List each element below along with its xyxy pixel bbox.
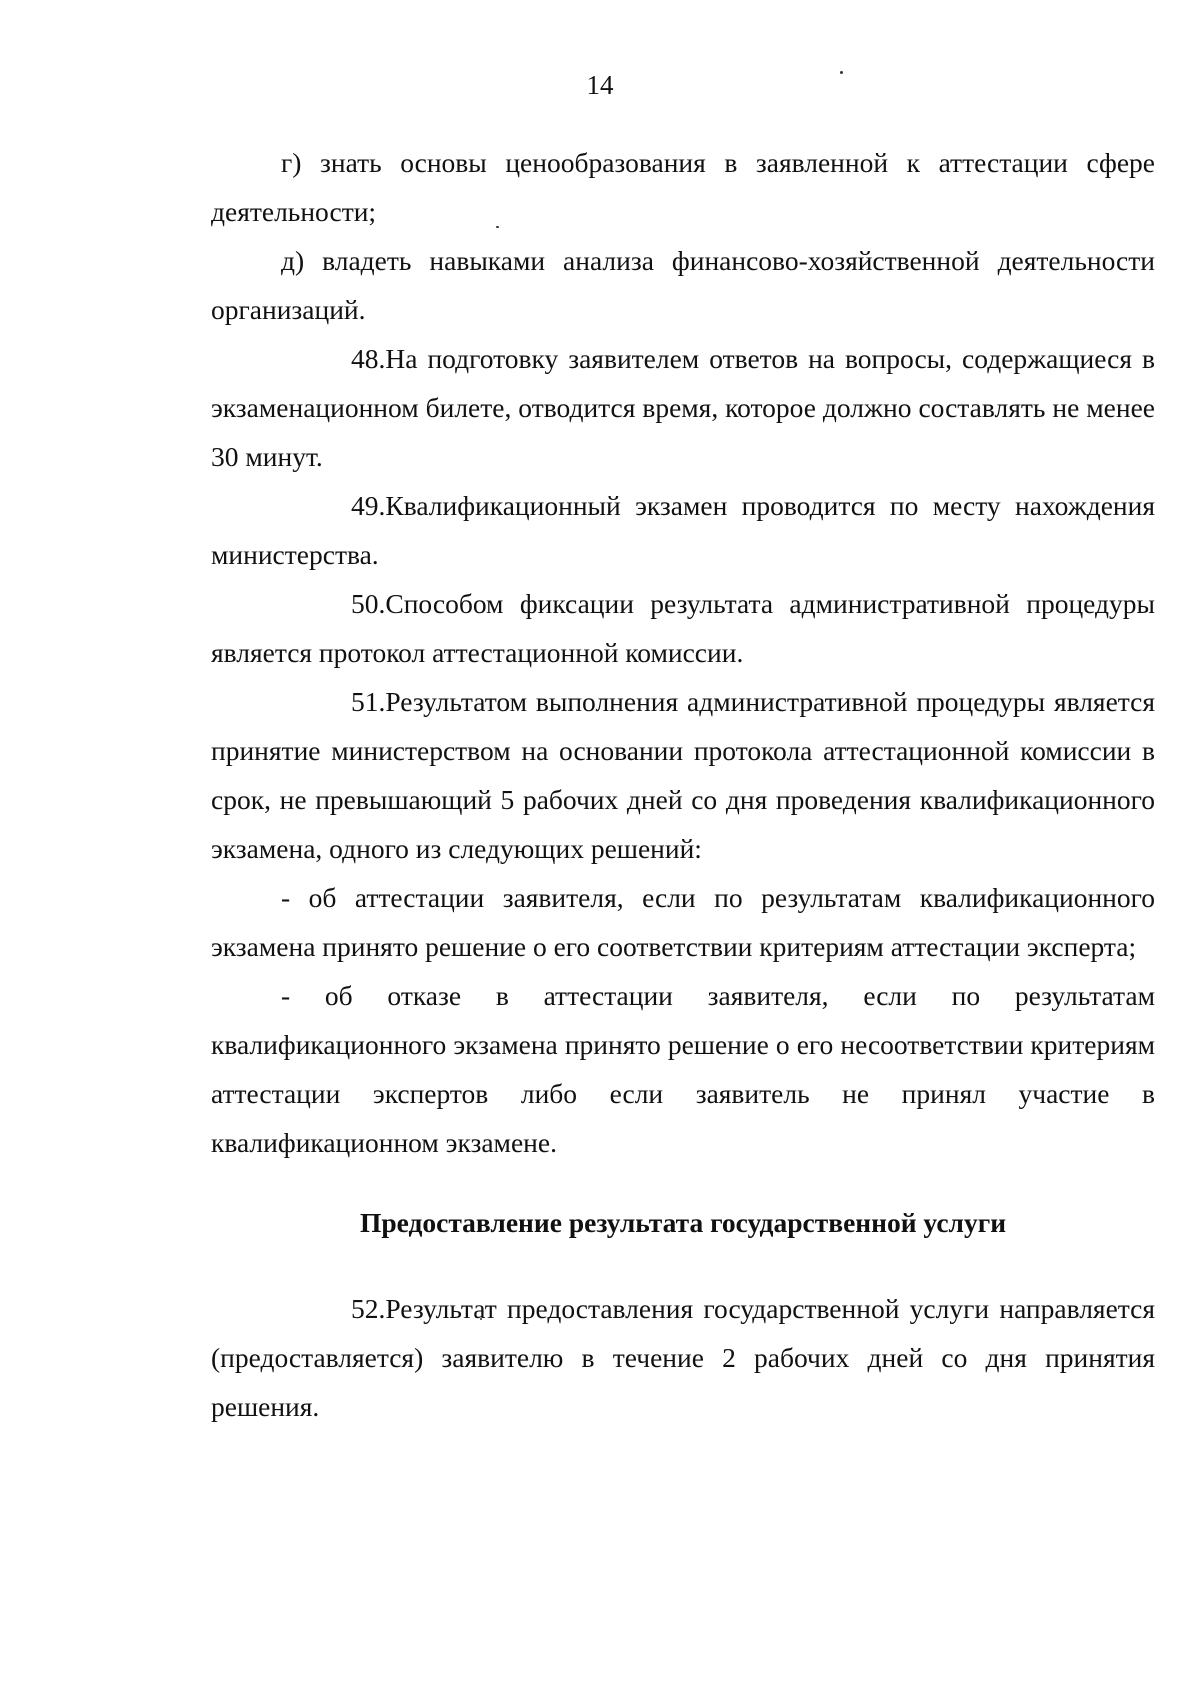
paragraph-d xyxy=(211,236,1155,334)
paragraph-51 xyxy=(211,677,1155,873)
document-body xyxy=(211,138,1155,1431)
paragraph-text: - об отказе в аттестации заявителя, если по результатам квалификационного экзамена принято решение о его несоответствии критериям аттестации экспертов либо если заявитель не принял участие в квалификационном экзамене. xyxy=(211,980,1155,1158)
paragraph-g xyxy=(211,138,1155,236)
paragraph-text: Квалификационный экзамен проводится по месту нахождения министерства. xyxy=(211,490,1155,570)
paragraph-52 xyxy=(211,1284,1155,1431)
section-heading: Предоставление результата государственной услуги xyxy=(359,1207,1007,1238)
paragraph-50 xyxy=(211,579,1155,677)
paragraph-number: 52. xyxy=(351,1293,386,1324)
page-number: 14 xyxy=(586,70,614,100)
paragraph-text: - об аттестации заявителя, если по результатам квалификационного экзамена принято решение о его соответствии критериям аттестации эксперта; xyxy=(211,882,1155,962)
scan-speck xyxy=(840,71,843,74)
paragraph-text: Результат предоставления государственной услуги направляется (предоставляется) заявителю в течение 2 рабочих дней со дня принятия решения. xyxy=(211,1293,1155,1422)
list-item-refusal xyxy=(211,971,1155,1167)
paragraph-49 xyxy=(211,481,1155,579)
paragraph-text: Результатом выполнения административной процедуры является принятие министерством на основании протокола аттестационной комиссии в срок, не превышающий 5 рабочих дней со дня проведения квалификационного экзамена, одного из следующих решений: xyxy=(211,686,1155,864)
paragraph-text: г) знать основы ценообразования в заявленной к аттестации сфере деятельности; xyxy=(211,147,1155,227)
paragraph-number: 51. xyxy=(351,686,386,717)
paragraph-text: д) владеть навыками анализа финансово-хозяйственной деятельности организаций. xyxy=(211,245,1155,325)
paragraph-text: Способом фиксации результата административной процедуры является протокол аттестационной комиссии. xyxy=(211,588,1155,668)
paragraph-48 xyxy=(211,334,1155,481)
paragraph-number: 48. xyxy=(351,343,386,374)
list-item-attestation xyxy=(211,873,1155,971)
paragraph-text: На подготовку заявителем ответов на вопросы, содержащиеся в экзаменационном билете, отводится время, которое должно составлять не менее 30 минут. xyxy=(211,343,1155,472)
paragraph-number: 50. xyxy=(351,588,386,619)
paragraph-number: 49. xyxy=(351,490,386,521)
